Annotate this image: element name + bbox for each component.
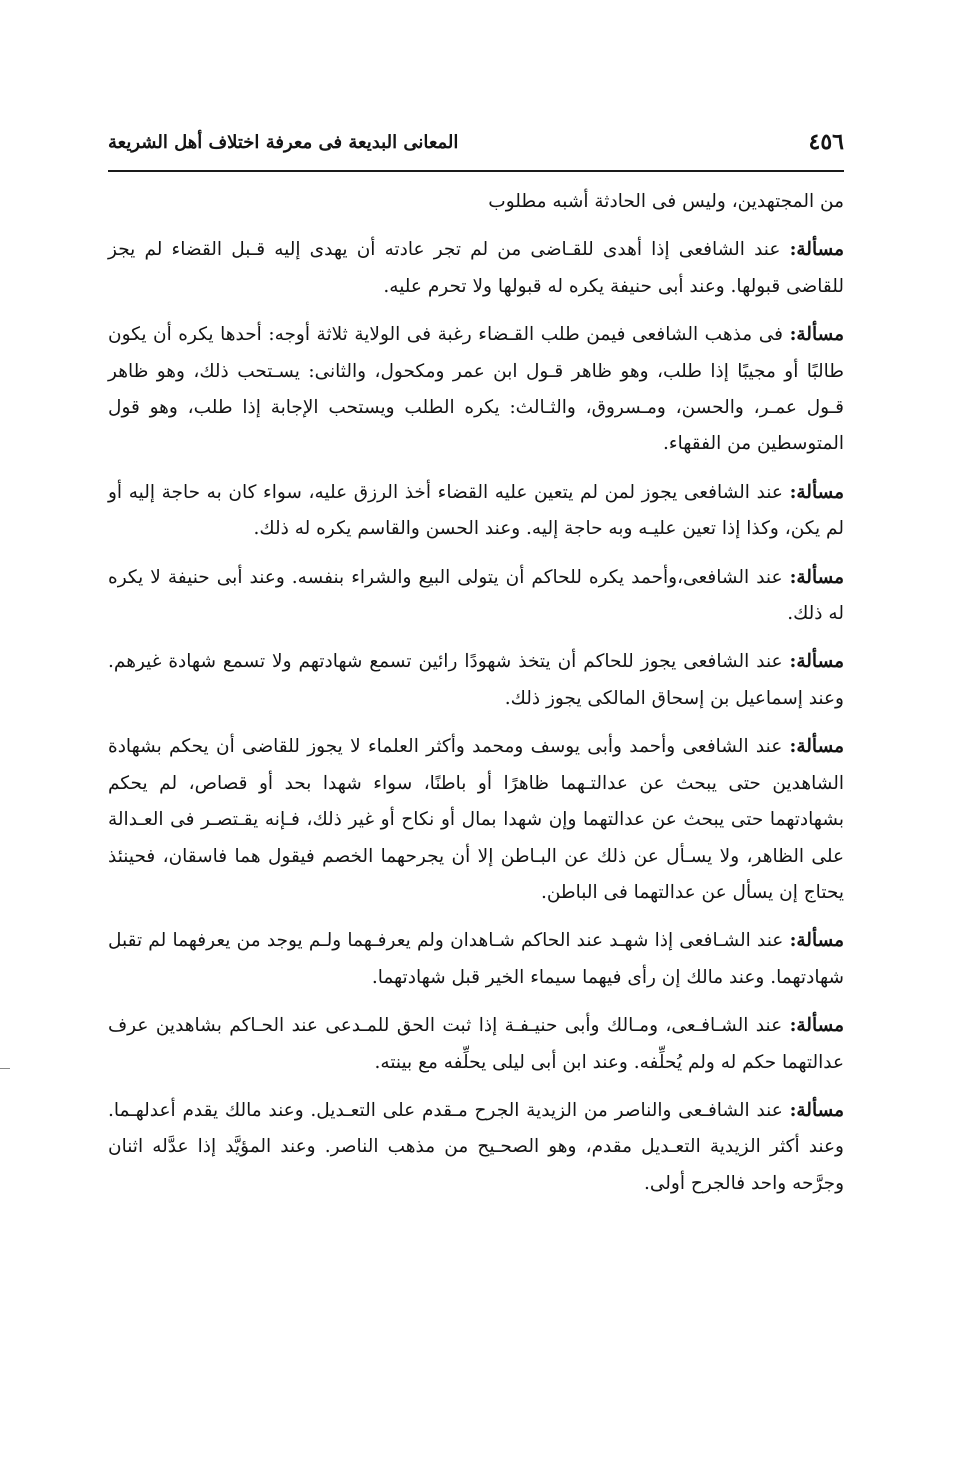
issue-text: فى مذهب الشافعى فيمن طلب القـضاء رغبة فى الولاية ثلاثة أوجه: أحدها يكره أن يكون طالبًا أو مجيبًا إذا طلب، وهو ظاهر قـول ابن عمر ومكحول، والثانى: يسـتحب ذلك، وهو ظاهر قـول عمـر، والحسن، ومـسروق، والثـالث: يكره الطلب ويستحب الإجابة إذا طلب، وهو قول المتوسطين من الفقهاء. — [108, 324, 844, 455]
issue-paragraph — [108, 232, 844, 305]
issue-label: مسألة: — [789, 566, 844, 588]
running-title: المعانى البديعة فى معرفة اختلاف أهل الشريعة — [108, 131, 459, 153]
issue-paragraph — [108, 729, 844, 911]
issue-label: مسألة: — [789, 324, 844, 346]
page-number: ٤٥٦ — [808, 129, 844, 155]
issue-text: عند الشافـعى والناصر من الزيدية الجرح مـقدم على التعـديل. وعند مالك يقدم أعدلهـما. وعند أكثر الزيدية التعـديل مقدم، وهو الصحـيح من مذهب الناصر. وعند المؤيَّد إذا عدَّله اثنان وجرَّحه واحد فالجرح أولى. — [108, 1099, 844, 1194]
issue-paragraph — [108, 475, 844, 548]
issue-text: عند الشافعى،وأحمد يكره للحاكم أن يتولى البيع والشراء بنفسه. وعند أبى حنيفة لا يكره له ذلك. — [108, 566, 844, 625]
intro-line: من المجتهدين، وليس فى الحادثة أشبه مطلوب — [488, 191, 844, 212]
issue-paragraph — [108, 317, 844, 463]
issue-label: مسألة: — [789, 481, 844, 503]
header-rule — [108, 170, 844, 172]
issue-paragraph — [108, 644, 844, 717]
issue-text: عند الشافعى وأحمد وأبى يوسف ومحمد وأكثر العلماء لا يجوز للقاضى أن يحكم بشهادة الشاهدين حتى يبحث عن عدالتـهما ظاهرًا أو باطنًا، سواء شهدا بحد أو قصاص، لم يحكم بشهادتهما حتى يبحث عن عدالتهما وإن شهدا بمال أو نكاح أو غير ذلك، فـإنه يقـتصـر فى العـدالة على الظاهر، ولا يسـأل عن ذلك عن البـاطن إلا أن يجرحهما الخصم فيقول هما فاسقان، فحينئذ يحتاج إن يسأل عن عدالتهما فى الباطن. — [108, 736, 844, 903]
issue-label: مسألة: — [789, 1015, 844, 1037]
issue-paragraph — [108, 923, 844, 996]
issue-text: عند الشافعى يجوز لمن لم يتعين عليه القضاء أخذ الرزق عليه، سواء كان به حاجة إليه أو لم يكن، وكذا إذا تعين عليـه وبه حاجة إليه. وعند الحسن والقاسم يكره له ذلك. — [108, 481, 844, 540]
issue-label: مسألة: — [789, 1099, 844, 1121]
issue-label: مسألة: — [789, 736, 844, 758]
issue-text: عند الشـافـعى، ومـالك وأبى حنيـفـة إذا ثبت الحق للمـدعى عند الحـاكم بشاهدين عرف عدالتهما حكم له ولم يُحلِّفه. وعند ابن أبى ليلى يحلِّفه مع بينته. — [108, 1015, 844, 1073]
margin-mark — [0, 1068, 10, 1069]
issue-text: عند الشافعى يجوز للحاكم أن يتخذ شهودًا رائين تسمع شهادتهم ولا تسمع شهادة غيرهم. وعند إسماعيل بن إسحاق المالكى يجوز ذلك. — [108, 651, 844, 709]
issue-paragraph — [108, 1008, 844, 1081]
issue-text: عند الشـافعى إذا شهـد عند الحاكم شـاهدان ولم يعرفـهما ولـم يوجد من يعرفهما لم تقبل شهادتهما. وعند مالك إن رأى فيهما سيماء الخير قبل شهادتهما. — [108, 930, 844, 988]
issue-paragraph — [108, 1093, 844, 1202]
issue-text: عند الشافعى إذا أهدى للقـاضى من لم تجر عادته أن يهدى إليه قـبل القضاء لم يجز للقاضى قبولها. وعند أبى حنيفة يكره له قبولها ولا تحرم عليه. — [108, 239, 844, 297]
issue-paragraph — [108, 560, 844, 633]
issue-label: مسألة: — [789, 930, 844, 952]
issue-label: مسألة: — [789, 239, 844, 261]
page-header — [108, 122, 844, 162]
issue-label: مسألة: — [789, 651, 844, 673]
page-body — [108, 184, 844, 1214]
